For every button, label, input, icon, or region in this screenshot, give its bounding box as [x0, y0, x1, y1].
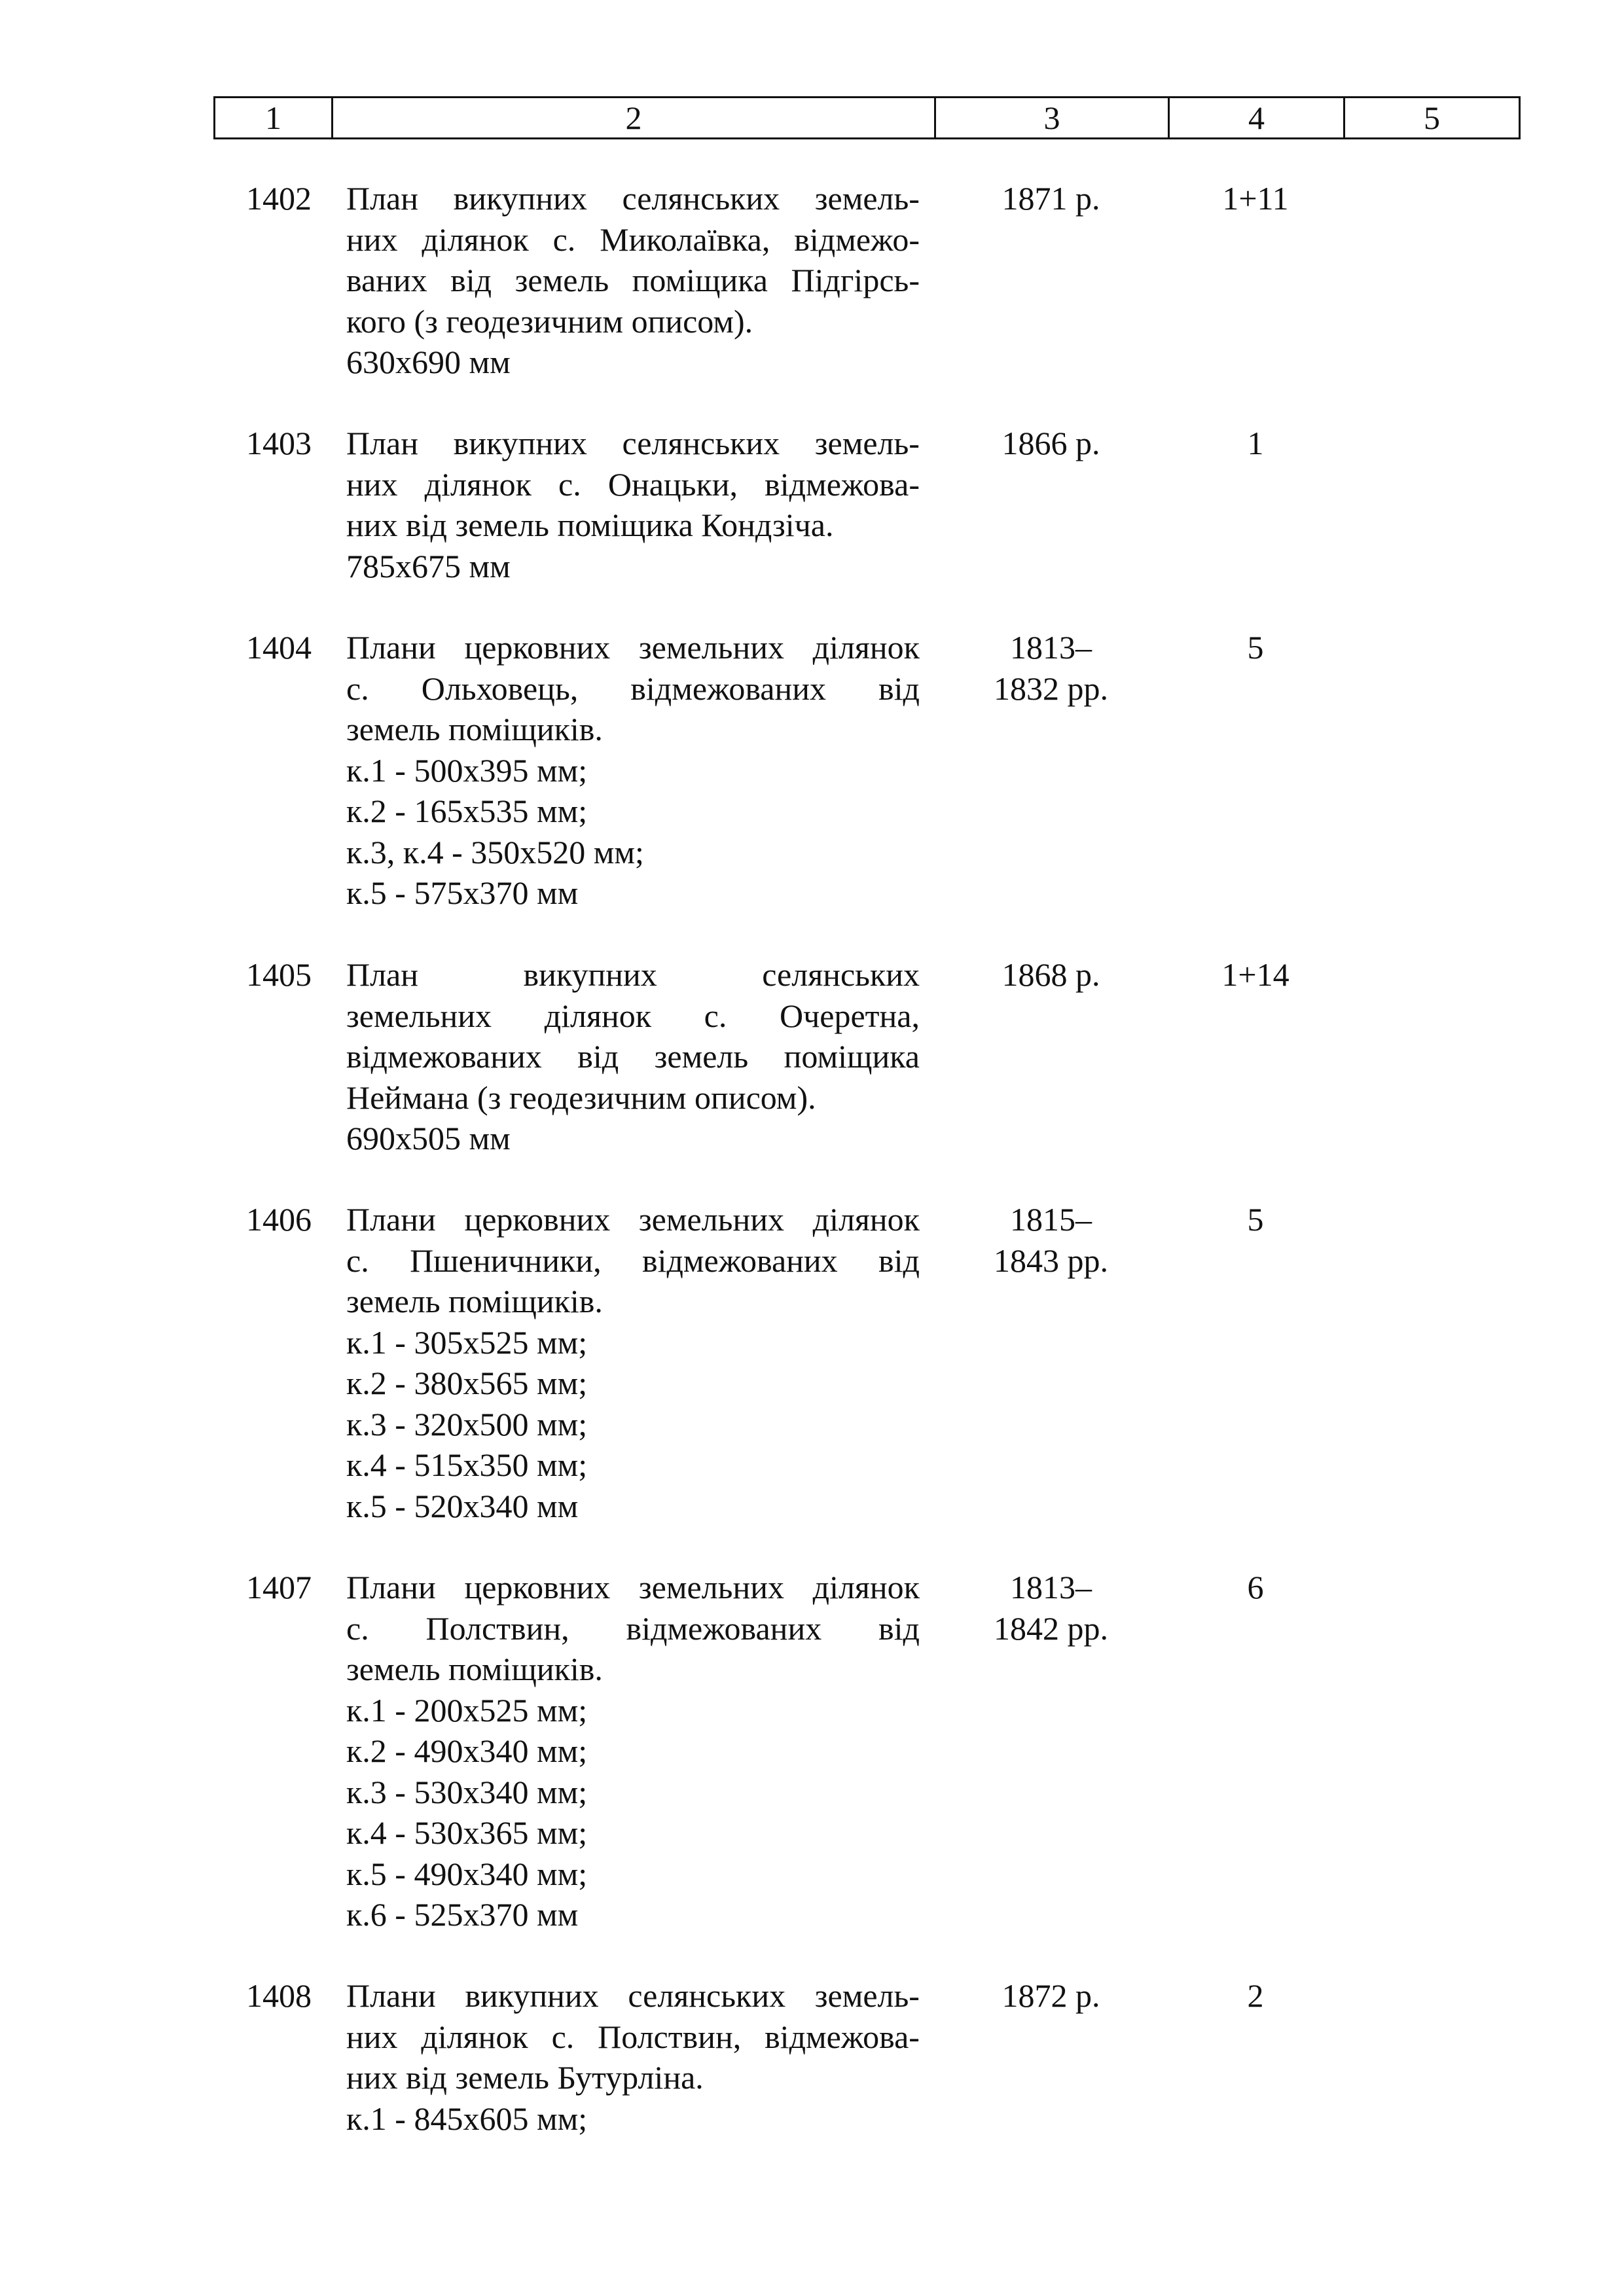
column-header-row: [215, 98, 1520, 139]
column-header-2: 2: [333, 98, 935, 139]
description-line: 630х690 мм: [346, 344, 511, 380]
description-line: Неймана (з геодезичним описом).: [346, 1079, 816, 1116]
record-description: [346, 1567, 920, 1935]
date-line: 1842 рр.: [994, 1609, 1108, 1647]
record-date: [934, 1567, 1168, 1649]
record-description: [346, 1975, 920, 2139]
date-line: 1813–: [1010, 629, 1092, 666]
record-date: [934, 178, 1168, 219]
record-date: [934, 1975, 1168, 2017]
record-sheets: 1: [1247, 425, 1264, 461]
description-line: кого (з геодезичним описом).: [346, 302, 753, 340]
description-line: земель поміщиків.: [346, 711, 603, 747]
description-line: ваних від земель поміщика Підгірсь-: [346, 262, 920, 298]
description-line: к.5 - 575х370 мм: [346, 874, 579, 911]
description-line: к.1 - 845х605 мм;: [346, 2100, 588, 2137]
description-line: них від земель Бутурліна.: [346, 2059, 704, 2096]
description-line: к.2 - 380х565 мм;: [346, 1365, 588, 1401]
description-line: План викупних селянських земель-: [346, 180, 920, 217]
record-sheets: 1+14: [1221, 956, 1290, 993]
record-number: 1402: [246, 180, 312, 217]
record-description: [346, 178, 920, 383]
description-line: 690х505 мм: [346, 1120, 511, 1157]
record-number: 1403: [246, 425, 312, 461]
description-line: План викупних селянських земель-: [346, 425, 920, 461]
description-line: відмежованих від земель поміщика: [346, 1038, 920, 1075]
description-line: земель поміщиків.: [346, 1651, 603, 1687]
date-line: 1832 рр.: [994, 670, 1108, 707]
date-line: 1843 рр.: [994, 1242, 1108, 1279]
description-line: них ділянок с. Полствин, відмежова-: [346, 2018, 920, 2055]
description-line: них ділянок с. Миколаївка, відмежо-: [346, 221, 920, 258]
column-header-4: 4: [1169, 98, 1344, 139]
date-line: 1871 р.: [1001, 180, 1100, 217]
record-date: [934, 1199, 1168, 1281]
description-line: Плани викупних селянських земель-: [346, 1977, 920, 2014]
description-line: земель поміщиків.: [346, 1283, 603, 1319]
description-line: к.3 - 530х340 мм;: [346, 1773, 588, 1810]
description-line: к.2 - 165х535 мм;: [346, 793, 588, 829]
description-line: них від земель поміщика Кондзіча.: [346, 507, 834, 543]
description-line: Плани церковних земельних ділянок: [346, 1201, 920, 1238]
record-date: [934, 627, 1168, 709]
record-number: 1406: [246, 1201, 312, 1238]
description-line: к.5 - 520х340 мм: [346, 1487, 579, 1524]
date-line: 1868 р.: [1001, 956, 1100, 993]
record-number: 1404: [246, 629, 312, 666]
date-line: 1813–: [1010, 1569, 1092, 1605]
column-header-1: 1: [215, 98, 333, 139]
description-line: с. Полствин, відмежованих від: [346, 1609, 920, 1647]
description-line: План викупних селянських: [346, 956, 920, 993]
date-line: 1872 р.: [1001, 1977, 1100, 2014]
date-line: 1866 р.: [1001, 425, 1100, 461]
description-line: земельних ділянок с. Очеретна,: [346, 997, 920, 1034]
description-line: с. Пшеничники, відмежованих від: [346, 1242, 920, 1279]
record-sheets: 2: [1247, 1977, 1264, 2014]
description-line: к.5 - 490х340 мм;: [346, 1855, 588, 1892]
date-line: 1815–: [1010, 1201, 1092, 1238]
description-line: к.3 - 320х500 мм;: [346, 1405, 588, 1443]
column-header-3: 3: [935, 98, 1169, 139]
description-line: к.1 - 305х525 мм;: [346, 1323, 588, 1361]
record-date: [934, 954, 1168, 996]
record-number: 1405: [246, 956, 312, 993]
record-description: [346, 1199, 920, 1526]
column-header-5: 5: [1344, 98, 1520, 139]
description-line: Плани церковних земельних ділянок: [346, 629, 920, 666]
column-header-table: [213, 96, 1521, 139]
record-description: [346, 954, 920, 1159]
record-description: [346, 627, 920, 914]
record-number: 1408: [246, 1977, 312, 2014]
record-sheets: 5: [1247, 629, 1264, 666]
record-sheets: 5: [1247, 1201, 1264, 1238]
record-sheets: 1+11: [1222, 180, 1289, 217]
description-line: к.1 - 200х525 мм;: [346, 1691, 588, 1729]
description-line: к.1 - 500х395 мм;: [346, 751, 588, 789]
description-line: к.2 - 490х340 мм;: [346, 1732, 588, 1769]
record-description: [346, 423, 920, 586]
record-number: 1407: [246, 1569, 312, 1605]
description-line: к.4 - 515х350 мм;: [346, 1446, 588, 1483]
record-sheets: 6: [1247, 1569, 1264, 1605]
description-line: к.6 - 525х370 мм: [346, 1896, 579, 1933]
description-line: Плани церковних земельних ділянок: [346, 1569, 920, 1605]
record-date: [934, 423, 1168, 464]
description-line: к.3, к.4 - 350х520 мм;: [346, 833, 644, 870]
description-line: к.4 - 530х365 мм;: [346, 1814, 588, 1851]
description-line: с. Ольховець, відмежованих від: [346, 670, 920, 707]
description-line: 785х675 мм: [346, 547, 511, 584]
description-line: них ділянок с. Онацьки, відмежова-: [346, 465, 920, 503]
